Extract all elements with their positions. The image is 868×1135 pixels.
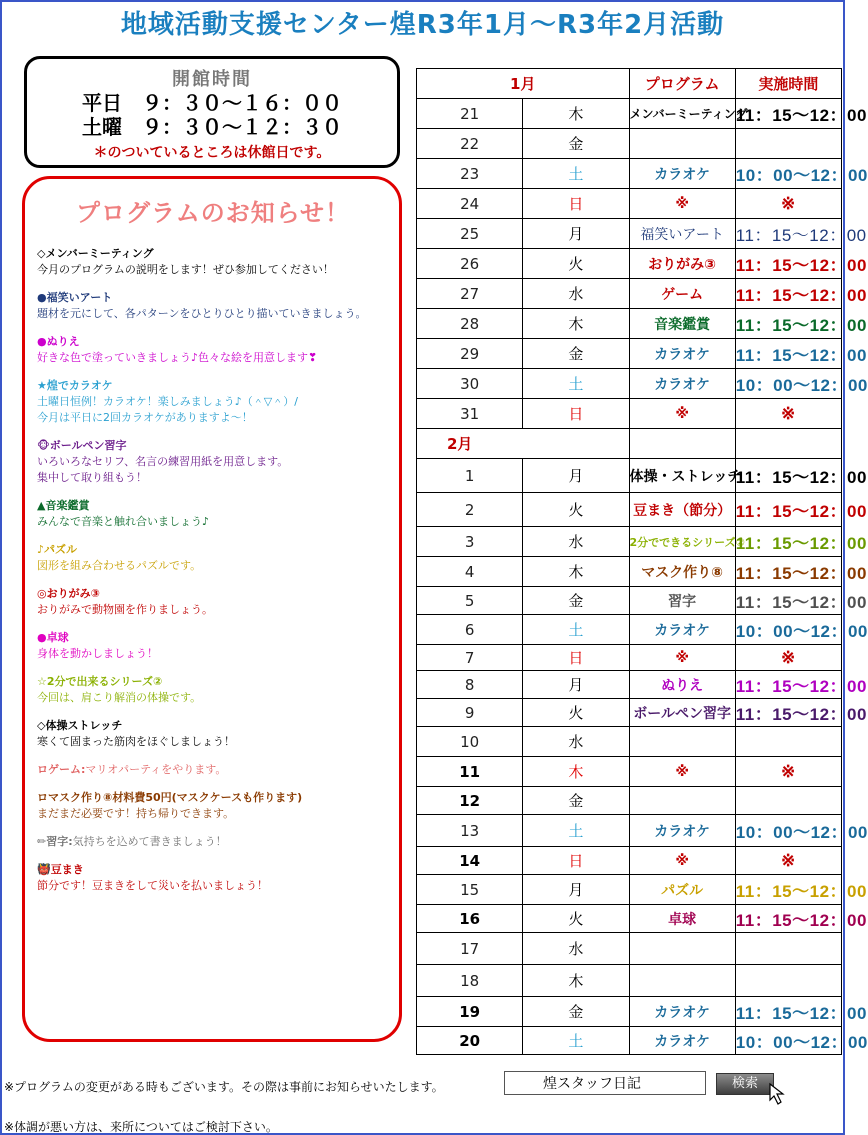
row-day: 25 — [417, 219, 523, 249]
notice-item-heading: ●福笑いアート — [37, 291, 113, 304]
row-program — [629, 727, 735, 757]
row-day: 12 — [417, 787, 523, 815]
row-program: 体操・ストレッチ — [629, 459, 735, 493]
row-weekday: 火 — [523, 905, 629, 933]
row-time: 11：15～12：00 — [735, 587, 841, 615]
schedule-row — [417, 671, 842, 699]
row-day: 10 — [417, 727, 523, 757]
schedule-row — [417, 757, 842, 787]
schedule-row — [417, 965, 842, 997]
notice-item — [37, 290, 389, 322]
row-weekday: 木 — [523, 965, 629, 997]
row-program: 福笑いアート — [629, 219, 735, 249]
row-day: 1 — [417, 459, 523, 493]
row-time: 11：15～12：00 — [735, 905, 841, 933]
row-time: ※ — [735, 847, 841, 875]
schedule-row — [417, 815, 842, 847]
notice-item-text: 図形を組み合わせるパズルです。 — [37, 559, 202, 572]
notice-item-text: 今月は平日に2回カラオケがありますよ～！ — [37, 411, 253, 424]
row-program: 音楽鑑賞 — [629, 309, 735, 339]
notice-item — [37, 862, 389, 894]
row-weekday: 金 — [523, 129, 629, 159]
row-time: 11：15～12：00 — [735, 219, 841, 249]
row-day: 13 — [417, 815, 523, 847]
row-day: 24 — [417, 189, 523, 219]
row-time: ※ — [735, 189, 841, 219]
row-day: 11 — [417, 757, 523, 787]
row-program: パズル — [629, 875, 735, 905]
row-time: 11：15～12：00 — [735, 527, 841, 557]
row-program: ゲーム — [629, 279, 735, 309]
row-program: おりがみ③ — [629, 249, 735, 279]
schedule-row — [417, 369, 842, 399]
row-day: 29 — [417, 339, 523, 369]
row-program — [629, 129, 735, 159]
notice-item-text: 題材を元にして、各パターンをひとりひとり描いていきましょう。 — [37, 307, 367, 320]
row-day: 22 — [417, 129, 523, 159]
row-time: 11：15～12：00 — [735, 671, 841, 699]
month-label-feb: 2月 — [417, 429, 630, 459]
row-program: ぬりえ — [629, 671, 735, 699]
notice-item-heading: ✏習字: — [37, 835, 73, 848]
search-button[interactable]: 検索 — [716, 1073, 774, 1095]
notice-item — [37, 542, 389, 574]
month-row-feb — [417, 429, 842, 459]
row-program: カラオケ — [629, 615, 735, 645]
schedule-row — [417, 279, 842, 309]
saturday-hours: 土曜 ９：３０～１２：３０ — [82, 115, 342, 139]
row-day: 30 — [417, 369, 523, 399]
notice-item — [37, 718, 389, 750]
row-day: 17 — [417, 933, 523, 965]
schedule-row — [417, 787, 842, 815]
header-month: 1月 — [417, 69, 630, 99]
schedule-header-row — [417, 69, 842, 99]
schedule-row — [417, 847, 842, 875]
schedule-row — [417, 493, 842, 527]
opening-hours-box — [24, 56, 400, 168]
notice-item-heading: ♪パズル — [37, 543, 78, 556]
schedule-row — [417, 159, 842, 189]
schedule-row — [417, 727, 842, 757]
schedule-row — [417, 129, 842, 159]
notice-item — [37, 834, 389, 850]
row-weekday: 木 — [523, 757, 629, 787]
row-weekday: 木 — [523, 99, 629, 129]
notice-item — [37, 674, 389, 706]
notice-item-heading: ロゲーム: — [37, 763, 86, 776]
row-day: 23 — [417, 159, 523, 189]
row-program: ※ — [629, 399, 735, 429]
row-day: 21 — [417, 99, 523, 129]
row-program — [629, 787, 735, 815]
row-time — [735, 965, 841, 997]
schedule-row — [417, 997, 842, 1027]
row-weekday: 水 — [523, 933, 629, 965]
empty-cell — [735, 429, 841, 459]
schedule-row — [417, 189, 842, 219]
row-day: 28 — [417, 309, 523, 339]
schedule-row — [417, 699, 842, 727]
mouse-pointer-icon — [768, 1082, 790, 1106]
row-program — [629, 965, 735, 997]
row-weekday: 日 — [523, 645, 629, 671]
footer-note-change: ※プログラムの変更がある時もございます。その際は事前にお知らせいたします。 — [4, 1080, 444, 1094]
page-title: 地域活動支援センター煌R3年1月～R3年2月活動 — [120, 10, 725, 40]
notice-item-heading: ●ぬりえ — [37, 335, 80, 348]
row-day: 27 — [417, 279, 523, 309]
row-day: 8 — [417, 671, 523, 699]
row-weekday: 月 — [523, 875, 629, 905]
row-time — [735, 129, 841, 159]
program-notice-title: プログラムのお知らせ！ — [75, 199, 351, 227]
row-program: カラオケ — [629, 159, 735, 189]
row-weekday: 日 — [523, 847, 629, 875]
notice-item — [37, 378, 389, 426]
header-time: 実施時間 — [735, 69, 841, 99]
notice-item-text: 身体を動かしましょう！ — [37, 647, 158, 660]
row-program: ※ — [629, 757, 735, 787]
footer-note-health: ※体調が悪い方は、来所についてはご検討下さい。 — [4, 1120, 278, 1134]
row-time: 10：00～12：00 — [735, 815, 841, 847]
row-program: 習字 — [629, 587, 735, 615]
row-time — [735, 787, 841, 815]
row-program: カラオケ — [629, 815, 735, 847]
row-day: 14 — [417, 847, 523, 875]
row-program: カラオケ — [629, 339, 735, 369]
row-time: ※ — [735, 645, 841, 671]
row-time: 11：15～12：00 — [735, 99, 841, 129]
notice-item-heading: ★煌でカラオケ — [37, 379, 113, 392]
row-program: ※ — [629, 189, 735, 219]
notice-item-text: 今月のプログラムの説明をします！ぜひ参加してください！ — [37, 263, 334, 276]
notice-item — [37, 790, 389, 822]
row-weekday: 水 — [523, 727, 629, 757]
row-weekday: 土 — [523, 369, 629, 399]
row-weekday: 土 — [523, 615, 629, 645]
row-day: 16 — [417, 905, 523, 933]
schedule-row — [417, 309, 842, 339]
schedule-row — [417, 557, 842, 587]
row-program: メンバーミーティング — [629, 99, 735, 129]
row-time: 11：15～12：00 — [735, 493, 841, 527]
notice-item-text: 節分です！豆まきをして災いを払いましょう！ — [37, 879, 268, 892]
row-weekday: 水 — [523, 527, 629, 557]
notice-item-heading: ▲音楽鑑賞 — [37, 499, 90, 512]
schedule-row — [417, 933, 842, 965]
row-time: 10：00～12：00 — [735, 1027, 841, 1055]
notice-item-text: まだまだ必要です！持ち帰りできます。 — [37, 807, 235, 820]
schedule-row — [417, 459, 842, 493]
row-day: 19 — [417, 997, 523, 1027]
row-program: ※ — [629, 847, 735, 875]
notice-item-heading: ☆2分で出来るシリーズ② — [37, 675, 163, 688]
opening-hours-title: 開館時間 — [172, 69, 252, 90]
row-weekday: 日 — [523, 399, 629, 429]
schedule-row — [417, 905, 842, 933]
schedule-row — [417, 399, 842, 429]
notice-item-heading: ●卓球 — [37, 631, 69, 644]
row-weekday: 金 — [523, 587, 629, 615]
notice-item-text: マリオパーティをやります。 — [85, 763, 227, 776]
row-day: 4 — [417, 557, 523, 587]
notice-item-text: 寒くて固まった筋肉をほぐしましょう！ — [37, 735, 235, 748]
schedule-row — [417, 99, 842, 129]
row-weekday: 火 — [523, 699, 629, 727]
row-weekday: 月 — [523, 671, 629, 699]
row-program: 2分でできるシリーズ② — [629, 527, 735, 557]
row-program: カラオケ — [629, 369, 735, 399]
row-program: 豆まき（節分） — [629, 493, 735, 527]
row-day: 18 — [417, 965, 523, 997]
notice-item — [37, 438, 389, 486]
notice-item — [37, 334, 389, 366]
notice-item-text: 今回は、肩こり解消の体操です。 — [37, 691, 202, 704]
notice-item-heading: ◎おりがみ③ — [37, 587, 100, 600]
notice-item-text: 土曜日恒例！カラオケ！楽しみましょう♪（＾▽＾）/ — [37, 395, 298, 408]
row-weekday: 土 — [523, 815, 629, 847]
row-time: 11：15～12：00 — [735, 279, 841, 309]
row-weekday: 水 — [523, 279, 629, 309]
notice-item-text: 好きな色で塗っていきましょう♪色々な絵を用意します❣ — [37, 351, 318, 364]
row-weekday: 木 — [523, 309, 629, 339]
row-program: カラオケ — [629, 997, 735, 1027]
closed-day-note: ＊のついているところは休館日です。 — [93, 145, 331, 161]
notice-item-heading: ◇体操ストレッチ — [37, 719, 123, 732]
notice-item-text: おりがみで動物園を作りましょう。 — [37, 603, 213, 616]
row-weekday: 月 — [523, 219, 629, 249]
row-weekday: 金 — [523, 787, 629, 815]
schedule-row — [417, 219, 842, 249]
row-program: カラオケ — [629, 1027, 735, 1055]
row-day: 15 — [417, 875, 523, 905]
notice-item-text: みんなで音楽と触れ合いましょう♪ — [37, 515, 210, 528]
row-day: 6 — [417, 615, 523, 645]
row-weekday: 火 — [523, 493, 629, 527]
empty-cell — [629, 429, 735, 459]
program-notice-list — [37, 246, 389, 894]
row-day: 3 — [417, 527, 523, 557]
row-weekday: 木 — [523, 557, 629, 587]
row-weekday: 日 — [523, 189, 629, 219]
weekday-hours: 平日 ９：３０～１６：００ — [82, 91, 342, 115]
notice-item — [37, 498, 389, 530]
schedule-table — [416, 68, 868, 1055]
row-time — [735, 727, 841, 757]
row-program: ※ — [629, 645, 735, 671]
program-notice-box — [22, 176, 402, 1042]
schedule-row — [417, 1027, 842, 1055]
notice-item-heading: ロマスク作り⑧材料費50円(マスクケースも作ります) — [37, 791, 303, 804]
row-program: 卓球 — [629, 905, 735, 933]
row-time — [735, 933, 841, 965]
row-program — [629, 933, 735, 965]
notice-item — [37, 630, 389, 662]
row-time: 11：15～12：00 — [735, 459, 841, 493]
row-time: 11：15～12：00 — [735, 875, 841, 905]
row-time: 11：15～12：00 — [735, 699, 841, 727]
row-day: 5 — [417, 587, 523, 615]
row-time: 11：15～12：00 — [735, 997, 841, 1027]
row-day: 26 — [417, 249, 523, 279]
row-time: 11：15～12：00 — [735, 557, 841, 587]
schedule-row — [417, 249, 842, 279]
row-day: 9 — [417, 699, 523, 727]
row-time: 10：00～12：00 — [735, 159, 841, 189]
row-day: 20 — [417, 1027, 523, 1055]
row-weekday: 金 — [523, 997, 629, 1027]
row-weekday: 火 — [523, 249, 629, 279]
row-day: 7 — [417, 645, 523, 671]
search-input[interactable] — [504, 1071, 706, 1095]
row-time: ※ — [735, 757, 841, 787]
row-time: 11：15～12：00 — [735, 339, 841, 369]
row-time: 10：00～12：00 — [735, 369, 841, 399]
notice-item-heading: 🐵ボールペン習字 — [37, 439, 127, 452]
row-day: 2 — [417, 493, 523, 527]
row-day: 31 — [417, 399, 523, 429]
row-weekday: 土 — [523, 159, 629, 189]
notice-item-text: 集中して取り組もう！ — [37, 471, 147, 484]
row-time: 11：15～12：00 — [735, 249, 841, 279]
row-time: ※ — [735, 399, 841, 429]
notice-item — [37, 762, 389, 778]
schedule-row — [417, 615, 842, 645]
schedule-row — [417, 527, 842, 557]
row-program: マスク作り⑧ — [629, 557, 735, 587]
schedule-row — [417, 587, 842, 615]
header-program: プログラム — [629, 69, 735, 99]
notice-item — [37, 586, 389, 618]
row-time: 11：15～12：00 — [735, 309, 841, 339]
schedule-row — [417, 339, 842, 369]
notice-item-heading: 👹豆まき — [37, 863, 84, 876]
notice-item-text: 気持ちを込めて書きましょう！ — [72, 835, 227, 848]
row-weekday: 土 — [523, 1027, 629, 1055]
row-weekday: 金 — [523, 339, 629, 369]
notice-item-heading: ◇メンバーミーティング — [37, 247, 154, 260]
schedule-row — [417, 875, 842, 905]
row-program: ボールペン習字 — [629, 699, 735, 727]
schedule-row — [417, 645, 842, 671]
notice-item — [37, 246, 389, 278]
notice-item-text: いろいろなセリフ、名言の練習用紙を用意します。 — [37, 455, 289, 468]
row-weekday: 月 — [523, 459, 629, 493]
row-time: 10：00～12：00 — [735, 615, 841, 645]
